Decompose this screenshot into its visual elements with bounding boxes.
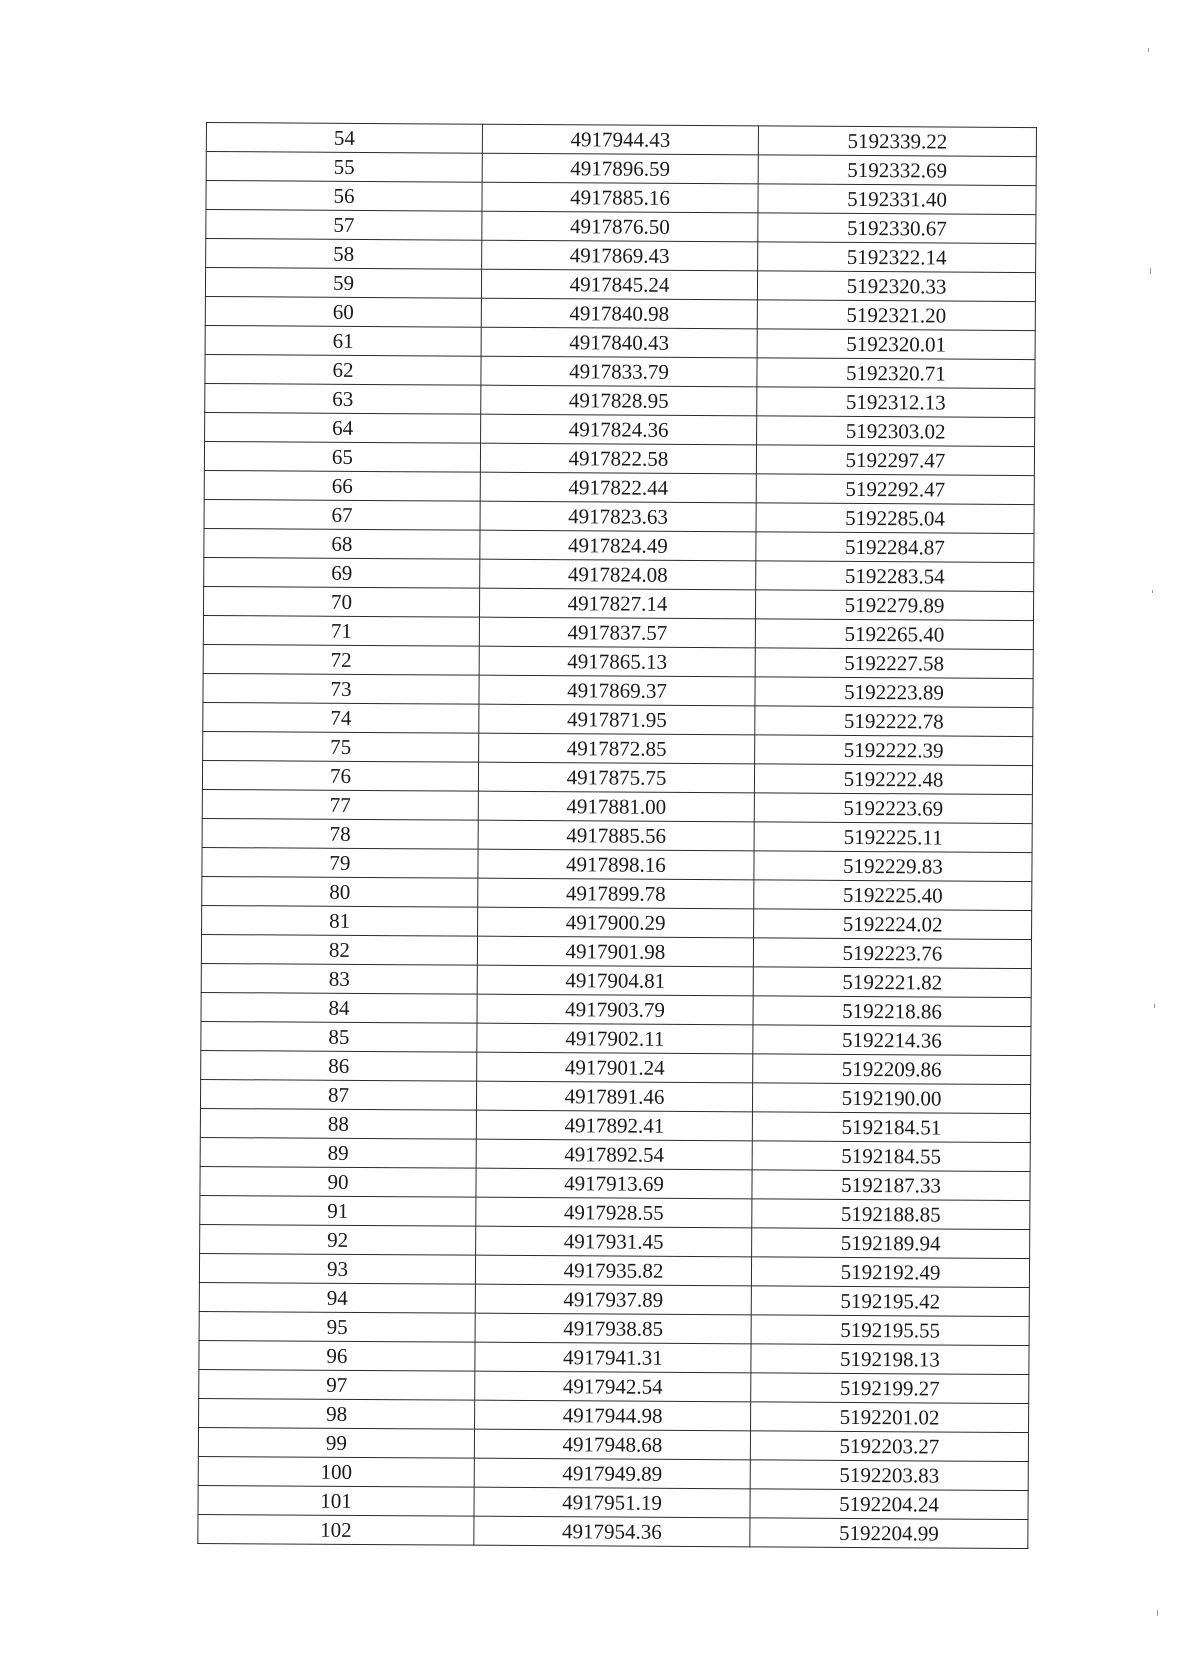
point-number-cell: 98	[199, 1398, 475, 1429]
x-coordinate-cell: 4917875.75	[478, 762, 754, 793]
point-number-cell: 72	[203, 644, 479, 675]
point-number-cell: 94	[199, 1282, 475, 1313]
point-number-cell: 86	[201, 1050, 477, 1081]
x-coordinate-cell: 4917885.16	[482, 182, 758, 213]
y-coordinate-cell: 5192227.58	[755, 648, 1033, 679]
x-coordinate-cell: 4917913.69	[476, 1168, 752, 1199]
x-coordinate-cell: 4917840.43	[481, 327, 757, 358]
y-coordinate-cell: 5192331.40	[758, 184, 1036, 215]
point-number-cell: 99	[198, 1427, 474, 1458]
y-coordinate-cell: 5192320.71	[757, 358, 1035, 389]
x-coordinate-cell: 4917871.95	[479, 704, 755, 735]
x-coordinate-cell: 4917896.59	[482, 153, 758, 184]
point-number-cell: 85	[201, 1021, 477, 1052]
table-row	[198, 1485, 1028, 1519]
y-coordinate-cell: 5192222.39	[755, 735, 1033, 766]
x-coordinate-cell: 4917840.98	[481, 298, 757, 329]
point-number-cell: 69	[204, 557, 480, 588]
point-number-cell: 92	[200, 1224, 476, 1255]
x-coordinate-cell: 4917833.79	[481, 356, 757, 387]
point-number-cell: 59	[205, 268, 481, 299]
y-coordinate-cell: 5192224.02	[754, 909, 1032, 940]
y-coordinate-cell: 5192218.86	[753, 996, 1031, 1027]
point-number-cell: 62	[205, 354, 481, 385]
x-coordinate-cell: 4917942.54	[475, 1371, 751, 1402]
y-coordinate-cell: 5192303.02	[757, 416, 1035, 447]
y-coordinate-cell: 5192195.55	[751, 1315, 1029, 1346]
point-number-cell: 80	[202, 876, 478, 907]
scan-speck	[1148, 48, 1149, 52]
point-number-cell: 75	[203, 731, 479, 762]
y-coordinate-cell: 5192204.24	[750, 1489, 1028, 1520]
y-coordinate-cell: 5192284.87	[756, 532, 1034, 563]
point-number-cell: 89	[200, 1137, 476, 1168]
y-coordinate-cell: 5192184.55	[752, 1141, 1030, 1172]
x-coordinate-cell: 4917941.31	[475, 1342, 751, 1373]
point-number-cell: 61	[205, 325, 481, 356]
x-coordinate-cell: 4917904.81	[477, 965, 753, 996]
point-number-cell: 81	[202, 905, 478, 936]
x-coordinate-cell: 4917872.85	[479, 733, 755, 764]
point-number-cell: 65	[204, 441, 480, 472]
x-coordinate-cell: 4917948.68	[474, 1429, 750, 1460]
scan-speck	[1154, 1004, 1155, 1008]
x-coordinate-cell: 4917931.45	[476, 1226, 752, 1257]
scan-speck	[1150, 268, 1151, 274]
point-number-cell: 74	[203, 702, 479, 733]
y-coordinate-cell: 5192214.36	[753, 1025, 1031, 1056]
y-coordinate-cell: 5192223.76	[753, 938, 1031, 969]
point-number-cell: 63	[205, 383, 481, 414]
x-coordinate-cell: 4917903.79	[477, 994, 753, 1025]
x-coordinate-cell: 4917898.16	[478, 849, 754, 880]
point-number-cell: 73	[203, 673, 479, 704]
y-coordinate-cell: 5192199.27	[751, 1373, 1029, 1404]
scan-speck	[1157, 1610, 1158, 1616]
point-number-cell: 95	[199, 1311, 475, 1342]
point-number-cell: 56	[206, 181, 482, 212]
y-coordinate-cell: 5192321.20	[757, 300, 1035, 331]
point-number-cell: 96	[199, 1340, 475, 1371]
y-coordinate-cell: 5192312.13	[757, 387, 1035, 418]
y-coordinate-cell: 5192192.49	[751, 1257, 1029, 1288]
y-coordinate-cell: 5192332.69	[758, 155, 1036, 186]
x-coordinate-cell: 4917892.41	[476, 1110, 752, 1141]
y-coordinate-cell: 5192265.40	[755, 619, 1033, 650]
y-coordinate-cell: 5192320.33	[757, 271, 1035, 302]
x-coordinate-cell: 4917951.19	[474, 1487, 750, 1518]
x-coordinate-cell: 4917900.29	[478, 907, 754, 938]
point-number-cell: 60	[205, 296, 481, 327]
y-coordinate-cell: 5192339.22	[758, 126, 1036, 157]
x-coordinate-cell: 4917892.54	[476, 1139, 752, 1170]
x-coordinate-cell: 4917935.82	[475, 1255, 751, 1286]
point-number-cell: 83	[201, 963, 477, 994]
coordinates-table-body	[198, 123, 1037, 1549]
point-number-cell: 102	[198, 1514, 474, 1545]
y-coordinate-cell: 5192204.99	[750, 1518, 1028, 1549]
point-number-cell: 76	[202, 760, 478, 791]
x-coordinate-cell: 4917899.78	[478, 878, 754, 909]
y-coordinate-cell: 5192320.01	[757, 329, 1035, 360]
y-coordinate-cell: 5192330.67	[758, 213, 1036, 244]
point-number-cell: 91	[200, 1195, 476, 1226]
point-number-cell: 66	[204, 470, 480, 501]
point-number-cell: 93	[199, 1253, 475, 1284]
x-coordinate-cell: 4917891.46	[476, 1081, 752, 1112]
x-coordinate-cell: 4917901.98	[477, 936, 753, 967]
y-coordinate-cell: 5192188.85	[752, 1199, 1030, 1230]
point-number-cell: 55	[206, 152, 482, 183]
point-number-cell: 54	[206, 123, 482, 154]
point-number-cell: 68	[204, 528, 480, 559]
point-number-cell: 82	[201, 934, 477, 965]
y-coordinate-cell: 5192292.47	[756, 474, 1034, 505]
y-coordinate-cell: 5192184.51	[752, 1112, 1030, 1143]
x-coordinate-cell: 4917827.14	[479, 588, 755, 619]
x-coordinate-cell: 4917944.43	[482, 124, 758, 155]
y-coordinate-cell: 5192222.78	[755, 706, 1033, 737]
coordinates-table	[197, 122, 1037, 1549]
y-coordinate-cell: 5192225.40	[754, 880, 1032, 911]
x-coordinate-cell: 4917837.57	[479, 617, 755, 648]
y-coordinate-cell: 5192225.11	[754, 822, 1032, 853]
table-row	[198, 1514, 1028, 1548]
y-coordinate-cell: 5192223.69	[754, 793, 1032, 824]
point-number-cell: 97	[199, 1369, 475, 1400]
x-coordinate-cell: 4917881.00	[478, 791, 754, 822]
x-coordinate-cell: 4917949.89	[474, 1458, 750, 1489]
x-coordinate-cell: 4917937.89	[475, 1284, 751, 1315]
point-number-cell: 87	[200, 1079, 476, 1110]
y-coordinate-cell: 5192221.82	[753, 967, 1031, 998]
point-number-cell: 58	[206, 239, 482, 270]
x-coordinate-cell: 4917824.08	[480, 559, 756, 590]
point-number-cell: 84	[201, 992, 477, 1023]
table-row	[198, 1456, 1028, 1490]
y-coordinate-cell: 5192198.13	[751, 1344, 1029, 1375]
point-number-cell: 90	[200, 1166, 476, 1197]
x-coordinate-cell: 4917928.55	[476, 1197, 752, 1228]
y-coordinate-cell: 5192223.89	[755, 677, 1033, 708]
x-coordinate-cell: 4917822.58	[480, 443, 756, 474]
point-number-cell: 101	[198, 1485, 474, 1516]
point-number-cell: 78	[202, 818, 478, 849]
x-coordinate-cell: 4917824.49	[480, 530, 756, 561]
x-coordinate-cell: 4917824.36	[481, 414, 757, 445]
x-coordinate-cell: 4917865.13	[479, 646, 755, 677]
x-coordinate-cell: 4917938.85	[475, 1313, 751, 1344]
x-coordinate-cell: 4917869.37	[479, 675, 755, 706]
y-coordinate-cell: 5192209.86	[753, 1054, 1031, 1085]
y-coordinate-cell: 5192222.48	[754, 764, 1032, 795]
point-number-cell: 71	[203, 615, 479, 646]
x-coordinate-cell: 4917845.24	[481, 269, 757, 300]
y-coordinate-cell: 5192283.54	[756, 561, 1034, 592]
x-coordinate-cell: 4917901.24	[477, 1052, 753, 1083]
point-number-cell: 100	[198, 1456, 474, 1487]
y-coordinate-cell: 5192279.89	[755, 590, 1033, 621]
y-coordinate-cell: 5192195.42	[751, 1286, 1029, 1317]
x-coordinate-cell: 4917876.50	[482, 211, 758, 242]
y-coordinate-cell: 5192322.14	[758, 242, 1036, 273]
point-number-cell: 79	[202, 847, 478, 878]
y-coordinate-cell: 5192203.27	[750, 1431, 1028, 1462]
y-coordinate-cell: 5192229.83	[754, 851, 1032, 882]
point-number-cell: 64	[205, 412, 481, 443]
y-coordinate-cell: 5192201.02	[751, 1402, 1029, 1433]
x-coordinate-cell: 4917869.43	[482, 240, 758, 271]
y-coordinate-cell: 5192285.04	[756, 503, 1034, 534]
x-coordinate-cell: 4917828.95	[481, 385, 757, 416]
x-coordinate-cell: 4917902.11	[477, 1023, 753, 1054]
point-number-cell: 67	[204, 499, 480, 530]
point-number-cell: 70	[203, 586, 479, 617]
scan-speck	[1152, 590, 1153, 593]
point-number-cell: 88	[200, 1108, 476, 1139]
x-coordinate-cell: 4917822.44	[480, 472, 756, 503]
y-coordinate-cell: 5192203.83	[750, 1460, 1028, 1491]
y-coordinate-cell: 5192187.33	[752, 1170, 1030, 1201]
point-number-cell: 77	[202, 789, 478, 820]
x-coordinate-cell: 4917944.98	[475, 1400, 751, 1431]
y-coordinate-cell: 5192297.47	[756, 445, 1034, 476]
x-coordinate-cell: 4917823.63	[480, 501, 756, 532]
x-coordinate-cell: 4917885.56	[478, 820, 754, 851]
x-coordinate-cell: 4917954.36	[474, 1516, 750, 1547]
point-number-cell: 57	[206, 210, 482, 241]
y-coordinate-cell: 5192190.00	[752, 1083, 1030, 1114]
y-coordinate-cell: 5192189.94	[752, 1228, 1030, 1259]
